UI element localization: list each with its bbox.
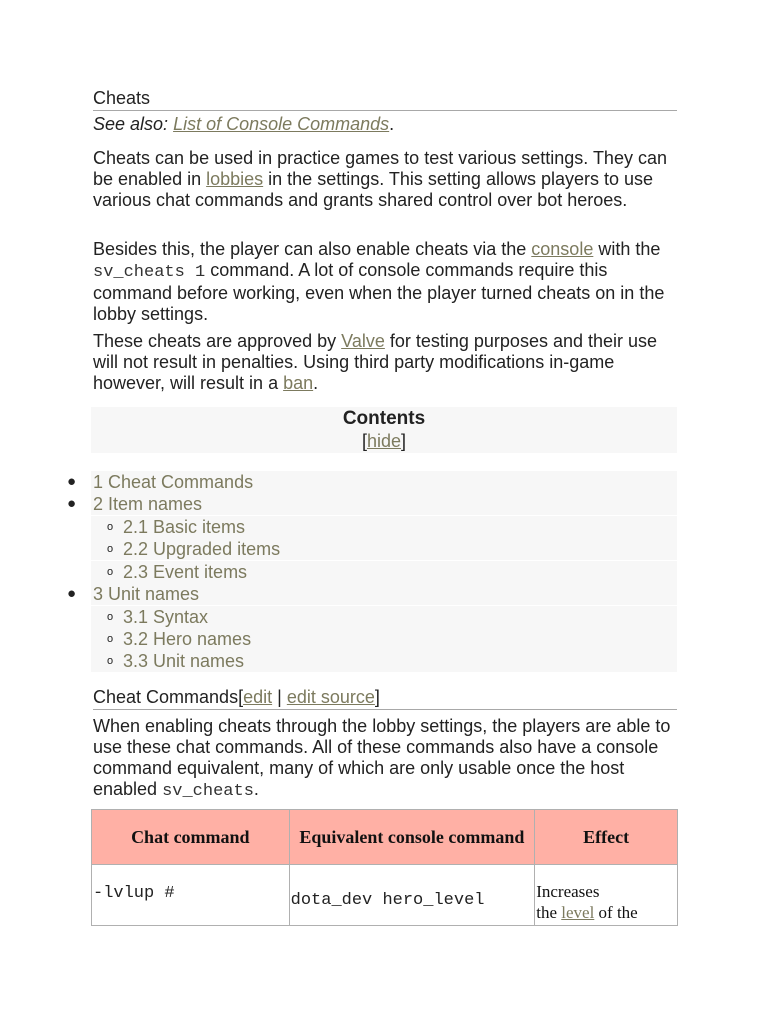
effect-text-2: the xyxy=(536,903,562,922)
cheat-commands-text-2: . xyxy=(253,779,259,799)
toc-item-label: 3.3 Unit names xyxy=(123,651,245,671)
toc-circle-bullet-icon: o xyxy=(107,611,114,623)
toc-item-basic-items[interactable] xyxy=(91,516,677,538)
toc-circle-bullet-icon: o xyxy=(107,543,114,555)
edit-close-bracket: ] xyxy=(374,687,380,707)
toc-hide-close: ] xyxy=(401,431,407,451)
toc-circle-bullet-icon: o xyxy=(107,655,114,667)
toc-item-label: 2 Item names xyxy=(93,494,203,514)
toc-box xyxy=(91,407,677,453)
toc-item-label: 2.1 Basic items xyxy=(123,517,246,537)
toc-item-label: 1 Cheat Commands xyxy=(93,472,254,492)
chat-command-value: -lvlup # xyxy=(93,884,175,903)
list-of-console-commands-link[interactable]: List of Console Commands xyxy=(173,114,390,134)
cheat-commands-table xyxy=(91,809,678,926)
toc-item-label: 3.1 Syntax xyxy=(123,607,209,627)
cheat-commands-heading-text: Cheat Commands xyxy=(93,687,239,707)
edit-separator: | xyxy=(272,687,287,707)
toc-item-upgraded-items[interactable] xyxy=(91,538,677,560)
toc-circle-bullet-icon: o xyxy=(107,521,114,533)
valve-text-3: . xyxy=(313,373,319,393)
toc-hide-link[interactable]: hide xyxy=(366,431,402,451)
edit-open-bracket: [ xyxy=(238,687,244,707)
cheats-heading-text: Cheats xyxy=(93,88,151,108)
header-effect: Effect xyxy=(535,810,678,865)
intro-text-1: Cheats can be used in practice games to test various settings. They can be enabled in xyxy=(93,148,667,189)
toc-item-cheat-commands[interactable] xyxy=(67,471,677,493)
effect-cell xyxy=(535,865,678,926)
toc-item-unit-names[interactable] xyxy=(67,583,677,605)
effect-text-3: of the xyxy=(594,903,638,922)
toc-item-label: 3 Unit names xyxy=(93,584,200,604)
toc-hide-open: [ xyxy=(361,431,367,451)
valve-text-1: These cheats are approved by xyxy=(93,331,342,351)
console-text-3: command. A lot of console commands require this command before working, even when the player turned cheats on in the lobby settings. xyxy=(93,260,665,324)
see-also-prefix: See also: xyxy=(93,114,174,134)
valve-text-2: for testing purposes and their use will not result in penalties. Using third party modifications in-game however, will result in a xyxy=(93,331,658,393)
sv-cheats-inline-code: sv_cheats xyxy=(162,782,254,801)
cheat-commands-heading xyxy=(93,686,677,710)
valve-link[interactable]: Valve xyxy=(341,331,385,351)
toc-item-label: 3.2 Hero names xyxy=(123,629,252,649)
cheat-commands-text-1: When enabling cheats through the lobby settings, the players are able to use these chat commands. All of these commands also have a console command equivalent, many of which are only usable once the host enabled xyxy=(93,716,671,799)
header-console-command: Equivalent console command xyxy=(289,810,535,865)
effect-value xyxy=(535,865,677,923)
effect-text-1: Increases xyxy=(536,882,600,901)
cheats-heading xyxy=(93,87,677,111)
cheat-commands-paragraph xyxy=(93,716,683,802)
toc-item-label: 2.2 Upgraded items xyxy=(123,539,281,559)
table-row xyxy=(92,865,678,926)
console-command-cell xyxy=(289,865,535,926)
intro-text-2: in the settings. This setting allows players to use various chat commands and grants shared control over bot heroes. xyxy=(93,169,654,210)
see-also-suffix: . xyxy=(389,114,395,134)
toc-bullet-icon: ● xyxy=(67,585,77,602)
toc-bullet-icon: ● xyxy=(67,473,77,490)
toc-item-hero-names[interactable] xyxy=(91,628,677,650)
console-text-1: Besides this, the player can also enable cheats via the xyxy=(93,239,532,259)
toc-title: Contents xyxy=(342,408,426,429)
toc-item-item-names[interactable] xyxy=(67,493,677,515)
toc-item-unit-names-sub[interactable] xyxy=(91,650,677,672)
sv-cheats-code: sv_cheats 1 xyxy=(93,263,206,282)
toc-circle-bullet-icon: o xyxy=(107,566,114,578)
lobbies-link[interactable]: lobbies xyxy=(206,169,264,189)
toc-item-syntax[interactable] xyxy=(91,606,677,628)
level-link[interactable]: level xyxy=(561,903,595,922)
toc-circle-bullet-icon: o xyxy=(107,633,114,645)
valve-paragraph xyxy=(93,331,683,394)
toc-item-event-items[interactable] xyxy=(91,561,677,583)
table-header-row xyxy=(92,810,678,865)
edit-link[interactable]: edit xyxy=(243,687,273,707)
intro-paragraph xyxy=(93,148,683,211)
chat-command-cell xyxy=(92,865,290,926)
see-also-line xyxy=(93,114,683,135)
edit-source-link[interactable]: edit source xyxy=(286,687,375,707)
ban-link[interactable]: ban xyxy=(283,373,314,393)
header-chat-command: Chat command xyxy=(92,810,290,865)
console-command-value: dota_dev hero_level xyxy=(290,891,485,910)
toc-hide-control xyxy=(91,430,677,452)
toc-bullet-icon: ● xyxy=(67,495,77,512)
toc-item-label: 2.3 Event items xyxy=(123,562,248,582)
console-text-2: with the xyxy=(593,239,661,259)
console-paragraph xyxy=(93,239,683,325)
console-link[interactable]: console xyxy=(531,239,594,259)
